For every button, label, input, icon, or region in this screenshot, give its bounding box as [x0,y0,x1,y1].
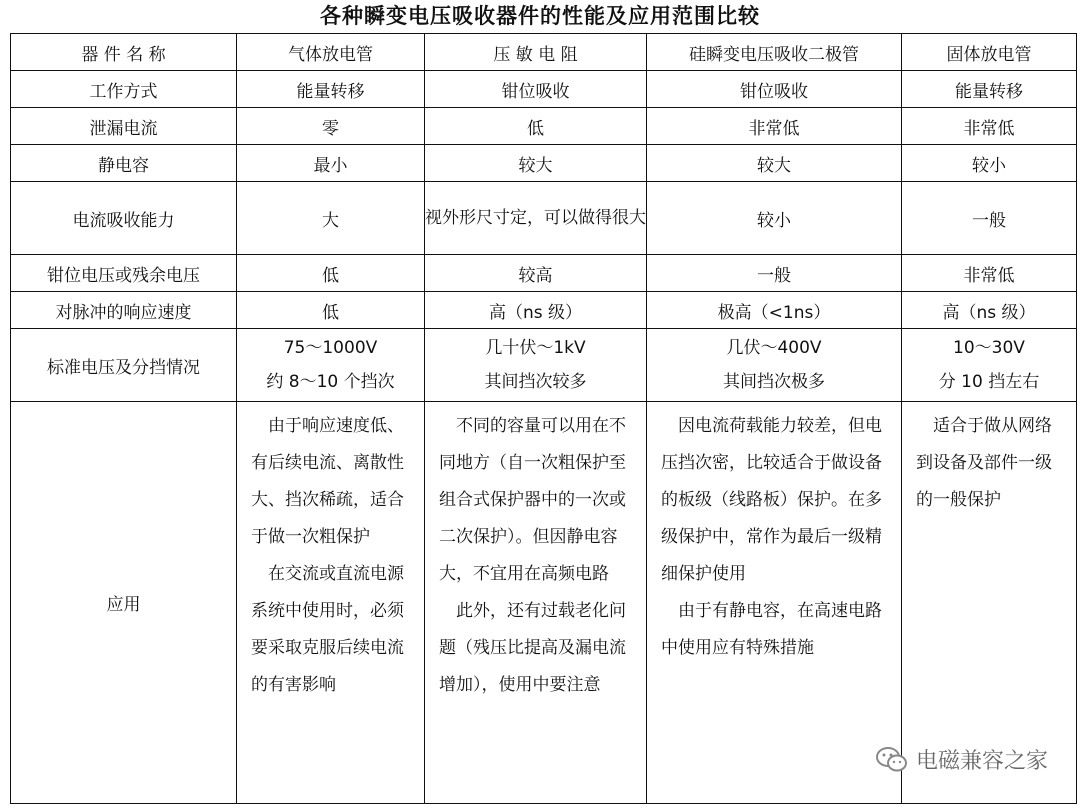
paragraph: 适合于做从网络到设备及部件一级的一般保护 [916,416,1052,510]
header-cell: 硅瞬变电压吸收二极管 [647,34,902,71]
table-cell: 一般 [902,182,1077,255]
paragraph: 因电流荷载能力较差，但电压挡次密，比较适合于做设备的板级（线路板）保护。在多级保护中，常作为最后一级精细保护使用 [661,416,882,584]
table-row [11,145,1077,182]
table-cell: 极高（<1ns） [647,292,902,329]
table-cell [237,329,425,402]
row-label: 标准电压及分挡情况 [11,329,237,402]
paragraph: 在交流或直流电源系统中使用时，必须要采取克服后续电流的有害影响 [251,564,404,695]
header-cell: 压 敏 电 阻 [425,34,647,71]
paragraph: 此外，还有过载老化问题（残压比提高及漏电流增加），使用中要注意 [439,601,626,695]
row-label: 静电容 [11,145,237,182]
table-cell: 高（ns 级） [902,292,1077,329]
voltage-row [11,329,1077,402]
table-cell: 非常低 [902,108,1077,145]
cell-line: 75～1000V [283,338,378,358]
table-cell [647,329,902,402]
table-cell: 较小 [647,182,902,255]
table-cell: 较高 [425,255,647,292]
table-cell: 钳位吸收 [647,71,902,108]
table-row [11,182,1077,255]
paragraph: 由于响应速度低、有后续电流、离散性大、挡次稀疏，适合于做一次粗保护 [251,416,404,547]
row-label: 泄漏电流 [11,108,237,145]
table-cell: 非常低 [647,108,902,145]
watermark-text: 电磁兼容之家 [915,749,1048,774]
header-cell: 气体放电管 [237,34,425,71]
application-cell [647,402,902,804]
table-cell: 非常低 [902,255,1077,292]
header-cell: 器 件 名 称 [11,34,237,71]
wechat-icon [876,746,908,774]
cell-line: 约 8～10 个挡次 [266,372,395,392]
table-cell: 较小 [902,145,1077,182]
comparison-table [10,33,1077,804]
page-title: 各种瞬变电压吸收器件的性能及应用范围比较 [320,4,760,28]
paragraph: 不同的容量可以用在不同地方（自一次粗保护至组合式保护器中的一次或二次保护）。但因静电容大，不宜用在高频电路 [439,416,626,584]
row-label: 钳位电压或残余电压 [11,255,237,292]
row-label: 电流吸收能力 [11,182,237,255]
table-cell: 较大 [647,145,902,182]
table-cell: 能量转移 [902,71,1077,108]
table-cell: 一般 [647,255,902,292]
table-cell: 大 [237,182,425,255]
row-label: 对脉冲的响应速度 [11,292,237,329]
table-row [11,255,1077,292]
table-cell: 视外形尺寸定，可以做得很大 [425,182,647,255]
table-cell: 较大 [425,145,647,182]
watermark [876,744,1048,775]
cell-line: 分 10 挡左右 [938,372,1040,392]
cell-line: 其间挡次极多 [723,372,825,392]
header-row [11,34,1077,71]
table-cell: 钳位吸收 [425,71,647,108]
table-row [11,108,1077,145]
row-label: 应用 [11,402,237,804]
cell-line: 几伏～400V [726,338,822,358]
paragraph: 由于有静电容，在高速电路中使用应有特殊措施 [661,601,882,658]
cell-line: 10～30V [953,338,1025,358]
header-cell: 固体放电管 [902,34,1077,71]
table-cell: 高（ns 级） [425,292,647,329]
table-row [11,292,1077,329]
table-cell: 能量转移 [237,71,425,108]
application-cell [425,402,647,804]
row-label: 工作方式 [11,71,237,108]
table-cell [902,329,1077,402]
cell-line: 几十伏～1kV [485,338,586,358]
table-cell: 低 [237,255,425,292]
table-cell: 零 [237,108,425,145]
table-cell: 低 [425,108,647,145]
table-cell: 最小 [237,145,425,182]
table-cell [425,329,647,402]
table-cell: 低 [237,292,425,329]
application-cell [237,402,425,804]
cell-line: 其间挡次较多 [484,372,587,392]
table-row [11,71,1077,108]
